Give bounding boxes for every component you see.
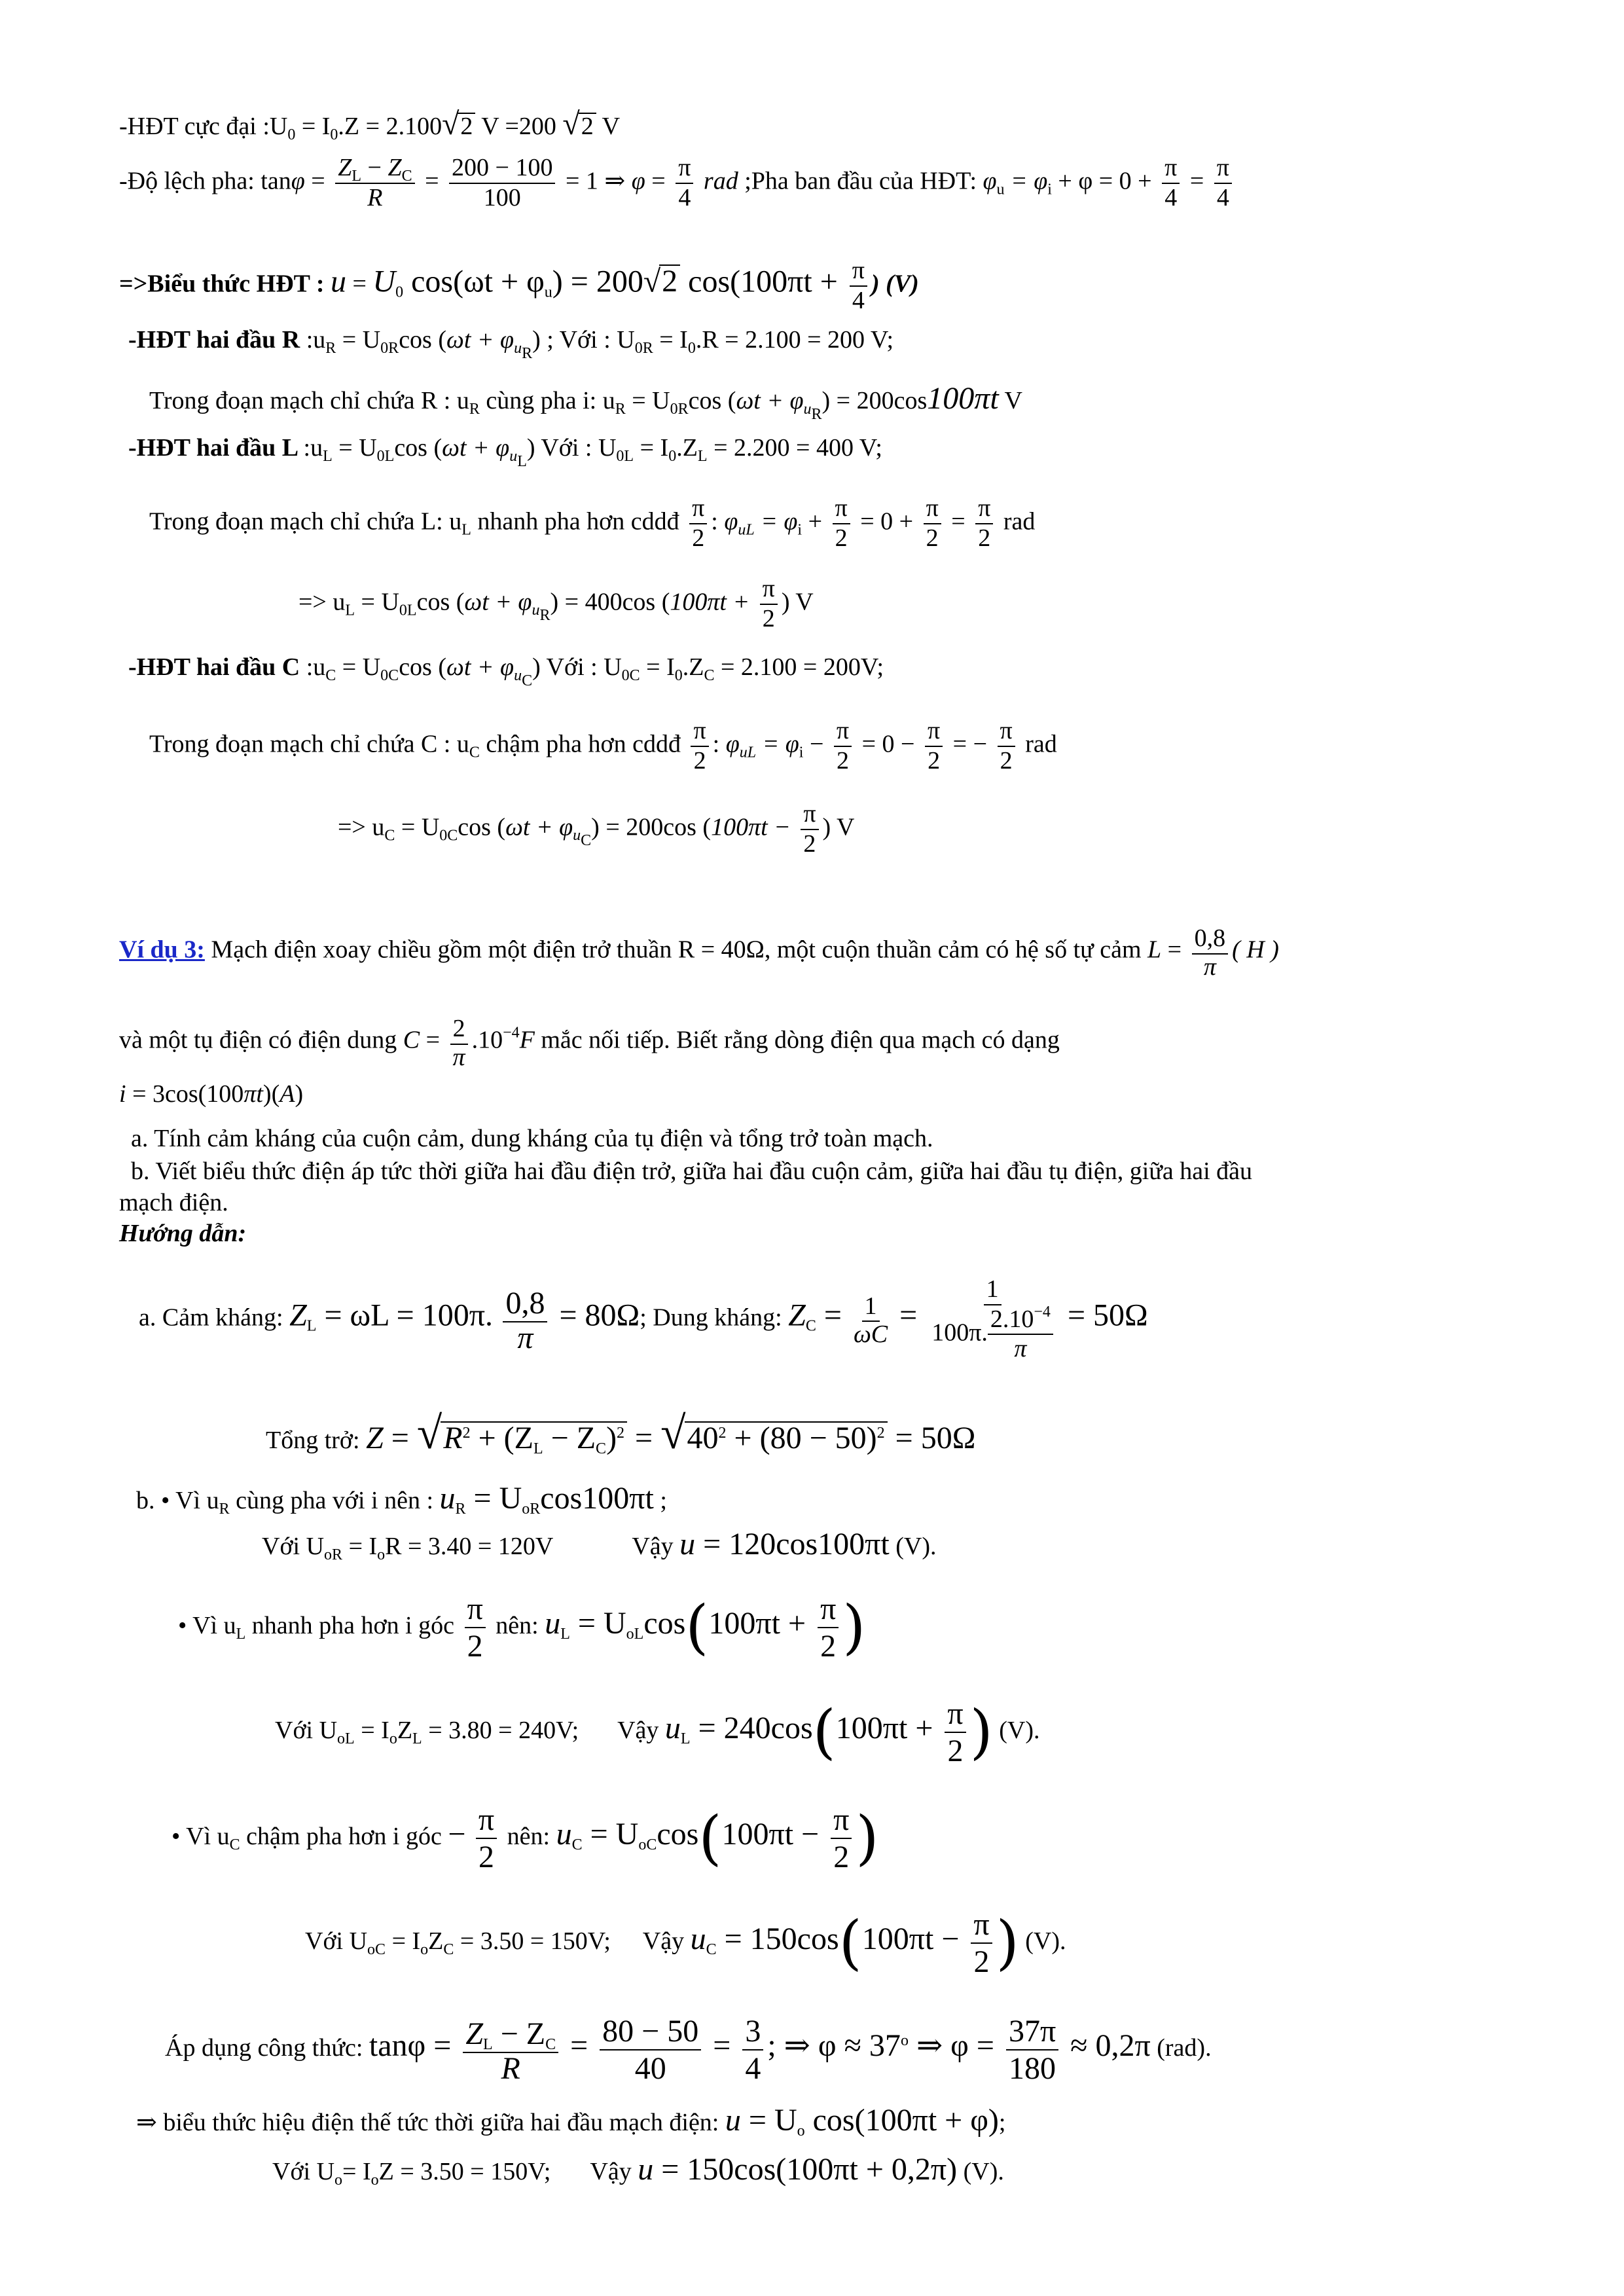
line-apply-formula: Áp dụng công thức: tanφ = $\frac{Z_L - Z_C}{R}$ = $\frac{80 - 50}{40}$ = $\frac{3}{4}$ ; ⇒ $\varphi \approx 37^o$ ⇒ φ = $\frac{37\pi}{180}$ ≈ 0,2π (rad). (165, 2014, 1212, 2086)
example-3-capacitor: và một tụ điện có điện dung C = $\frac{2}{\pi}$ $.10^{-4}F$ mắc nối tiếp. Biết rằng dòng điện qua mạch có dạng (119, 1015, 1060, 1071)
question-b-line1: b. Viết biểu thức điện áp tức thời giữa hai đầu điện trở, giữa hai đầu cuộn cảm, giữa hai đầu tụ điện, giữa hai đầu (131, 1157, 1253, 1185)
example-3-heading: Ví dụ 3: Mạch điện xoay chiều gồm một điện trở thuần R = 40Ω, một cuộn thuần cảm có hệ số tự cảm L = $\frac{0,8}{\pi}$ ( H ) (119, 924, 1279, 981)
line-uC-phase: • Vì $u_C$ chậm pha hơn i góc − $\frac{\pi}{2}$ nên: $u_C = U_{oC}\cos(100\pi t$ − $\frac{\pi}{2}$ ) (171, 1802, 879, 1875)
line-voltage-L: -HĐT hai đầu L $:u_L = U_{0L}\cos$ $(\omega t + \varphi_{u_L})$ Với : $U_{0L} = I_0.Z_L = 2.200 = 400$ V; (128, 434, 882, 470)
line-only-R: Trong đoạn mạch chỉ chứa R : $u_R$ cùng pha i: $u_R = U_{0R}\cos$ $(\omega t + \varphi_{u_R}) = 200\cos 100\pi t$ V (149, 381, 1022, 423)
line-voltage-C: -HĐT hai đầu C $:u_C = U_{0C}\cos$ $(\omega t + \varphi_{u_C})$ Với : $U_{0C} = I_0.Z_C = 2.100 = 200V$; (128, 653, 884, 689)
line-uL-phase: • Vì $u_L$ nhanh pha hơn i góc $\frac{\pi}{2}$ nên: $u_L = U_{oL}\cos(100\pi t$ + $\frac{\pi}{2}$ ) (178, 1592, 866, 1664)
guidance-heading: Hướng dẫn: (119, 1220, 247, 1247)
line-only-C: Trong đoạn mạch chỉ chứa C : $u_C$ chậm pha hơn cddđ $\frac{\pi}{2}$ : $\varphi_{uL} = \varphi_i$ − $\frac{\pi}{2}$ = 0 − $\frac{\pi}{2}$ = − $\frac{\pi}{2}$ rad (149, 717, 1057, 774)
line-reactances: a. Cảm kháng: $Z_L = \omega L = 100\pi$. $\frac{0,8}{\pi}$ = 80Ω; Dung kháng: $Z_C$ = $\frac{1}{\omega C}$ = 1 100π. $\frac{2.10^{-4}}{\pi}$ = 50Ω (139, 1275, 1148, 1363)
line-u0-max: -HĐT cực đại $:U_0 = I_0.Z = 2.100√2$ V =200 √2 V (119, 107, 621, 143)
line-voltage-expression: =>Biểu thức HĐT : $u = U_0$ $\cos(\omega t + \varphi_u) = 200√2$ cos(100πt + $\frac{\pi}{4}$ ) (V) (119, 257, 919, 314)
line-uR-phase: b. • Vì $u_R$ cùng pha với i nên : $u_R = U_{oR}\cos 100\pi t$ ; (136, 1481, 667, 1518)
line-uL-final: Với $U_{oL} = I_oZ_L = 3.80 = 240V$; Vậy $u_L = 240\cos(100\pi t$ + $\frac{\pi}{2}$ ) (V). (275, 1696, 1040, 1769)
line-phase-shift: -Độ lệch pha: tanφ = $\frac{Z_L - Z_C}{R}$ = $\frac{200 - 100}{100}$ = 1 ⇒ φ = $\frac{\pi}{4}$ rad ;Pha ban đầu của HĐT: $\varphi_u = \varphi_i + \varphi = 0$ + $\frac{\pi}{4}$ = $\frac{\pi}{4}$ (119, 154, 1236, 212)
line-total-final: Với $U_o= I_oZ = 3.50 = 150V$; Vậy u = 150cos(100πt + 0,2π) (V). (272, 2152, 1004, 2189)
example-3-label: Ví dụ 3: (119, 936, 205, 964)
line-uL-result: => $u_L = U_{0L}\cos$ $(\omega t + \varphi_{u_R}) = 400\cos$ (100πt + $\frac{\pi}{2}$ ) V (298, 575, 814, 632)
line-uC-result: => $u_C = U_{0C}\cos$ $(\omega t + \varphi_{u_C}) = 200\cos$ (100πt − $\frac{\pi}{2}$ ) V (338, 800, 855, 858)
line-total-expression: ⇒ biểu thức hiệu điện thế tức thời giữa hai đầu mạch điện: $u = U_o$ cos(100πt + φ); (136, 2103, 1006, 2140)
question-a: a. Tính cảm kháng của cuộn cảm, dung kháng của tụ điện và tổng trở toàn mạch. (131, 1125, 933, 1152)
line-uR-result: Với $U_{oR} = I_oR = 3.40 = 120V$ Vậy u = 120cos100πt (V). (262, 1527, 937, 1563)
line-impedance: Tổng trở: $Z = √R^2 + (Z_L - Z_C)^2 = √40^2 + (80 - 50)^2 = 50\Omega$ (266, 1408, 976, 1459)
example-3-current: i = 3cos(100πt)(A) (119, 1080, 304, 1108)
line-uC-final: Với $U_{oC} = I_oZ_C = 3.50 = 150V$; Vậy $u_C = 150\cos(100\pi t$ − $\frac{\pi}{2}$ ) (V). (305, 1907, 1066, 1980)
line-only-L: Trong đoạn mạch chỉ chứa L: $u_L$ nhanh pha hơn cddđ $\frac{\pi}{2}$ : $\varphi_{uL} = \varphi_i$ + $\frac{\pi}{2}$ = 0 + $\frac{\pi}{2}$ = $\frac{\pi}{2}$ rad (149, 494, 1036, 552)
line-voltage-R: -HĐT hai đầu R $:u_R = U_{0R}\cos$ $(\omega t + \varphi_{u_R})$ ; Với : $U_{0R} = I_0.R = 2.100 = 200$ V; (128, 326, 894, 362)
question-b-line2: mạch điện. (119, 1189, 228, 1216)
